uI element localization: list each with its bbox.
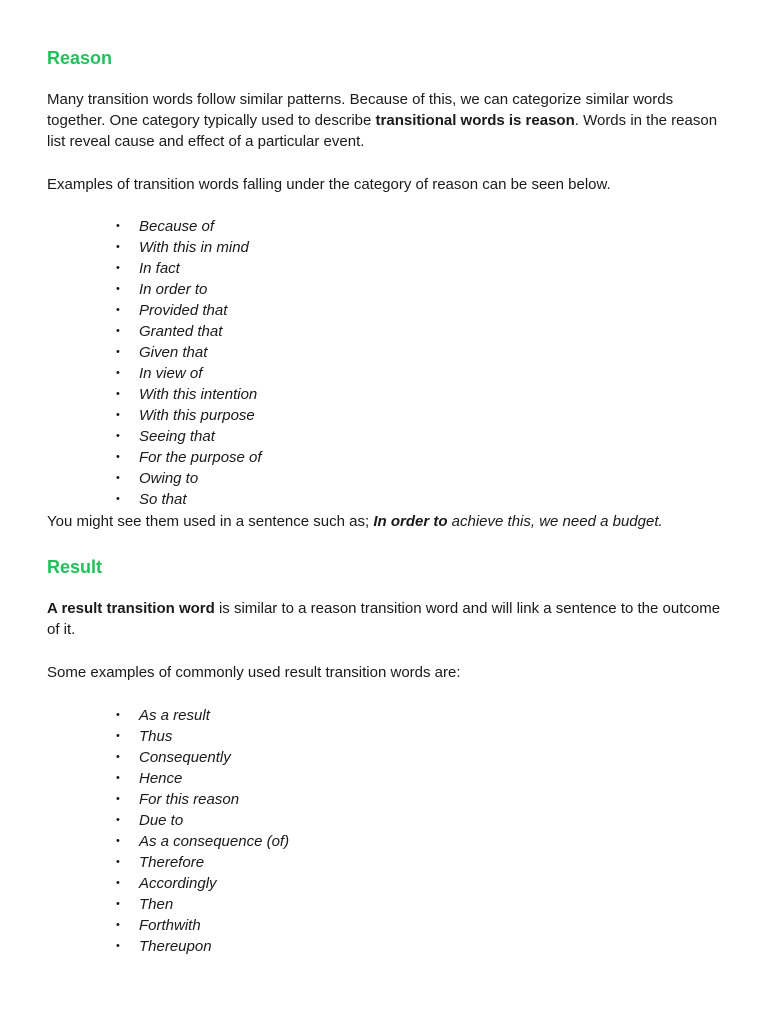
result-examples-paragraph: Some examples of commonly used result transition words are:: [47, 664, 461, 681]
list-item: [47, 810, 289, 831]
bullet-icon: •: [116, 325, 120, 337]
list-item-text: For the purpose of: [139, 449, 262, 466]
list-item: [47, 705, 289, 726]
result-def-text: is similar to a reason transition word and will link a sentence to the outcome of it.: [47, 600, 721, 638]
list-item-text: Thus: [139, 728, 173, 745]
list-item: [47, 768, 289, 789]
list-item-text: In view of: [139, 365, 203, 382]
list-item: [47, 216, 262, 237]
bullet-icon: •: [116, 472, 120, 484]
bullet-icon: •: [116, 304, 120, 316]
list-item-text: Hence: [139, 770, 183, 787]
reason-example-sentence: [47, 511, 663, 532]
list-item-text: Given that: [139, 344, 208, 361]
list-item-text: With this intention: [139, 386, 258, 403]
list-item: [47, 405, 262, 426]
sentence-text: You might see them used in a sentence such as;: [47, 513, 374, 530]
bullet-icon: •: [116, 835, 120, 847]
sentence-italic: achieve this, we need a budget.: [447, 513, 663, 530]
reason-examples-paragraph: Examples of transition words falling under the category of reason can be seen below.: [47, 176, 611, 193]
bullet-icon: •: [116, 877, 120, 889]
bullet-icon: •: [116, 409, 120, 421]
list-item: [47, 426, 262, 447]
bullet-icon: •: [116, 283, 120, 295]
list-item: [47, 468, 262, 489]
list-item: [47, 747, 289, 768]
list-item-text: Forthwith: [139, 917, 201, 934]
list-item-text: Therefore: [139, 854, 205, 871]
list-item: [47, 237, 262, 258]
list-item-text: As a result: [139, 707, 210, 724]
list-item-text: Thereupon: [139, 938, 212, 955]
list-item-text: With this in mind: [139, 239, 249, 256]
list-item: [47, 384, 262, 405]
list-item-text: Seeing that: [139, 428, 215, 445]
bullet-icon: •: [116, 919, 120, 931]
result-list: [47, 705, 289, 957]
result-def-bold: A result transition word: [47, 600, 215, 617]
list-item: [47, 300, 262, 321]
list-item-text: Then: [139, 896, 174, 913]
list-item-text: In order to: [139, 281, 208, 298]
list-item-text: Granted that: [139, 323, 223, 340]
list-item-text: For this reason: [139, 791, 240, 808]
reason-intro-text-1: Many transition words follow similar patterns. Because of this, we can categorize similar words together. One category typically used to describe: [47, 91, 674, 129]
heading-reason: Reason: [47, 48, 113, 68]
bullet-icon: •: [116, 856, 120, 868]
list-item-text: In fact: [139, 260, 180, 277]
bullet-icon: •: [116, 241, 120, 253]
bullet-icon: •: [116, 814, 120, 826]
list-item-text: Because of: [139, 218, 215, 235]
reason-intro-bold: transitional words is reason: [375, 112, 575, 129]
list-item: [47, 936, 289, 957]
bullet-icon: •: [116, 493, 120, 505]
list-item-text: With this purpose: [139, 407, 255, 424]
bullet-icon: •: [116, 430, 120, 442]
sentence-bold-italic: In order to: [373, 513, 448, 530]
list-item: [47, 873, 289, 894]
list-item: [47, 279, 262, 300]
list-item-text: Owing to: [139, 470, 199, 487]
result-definition-paragraph: [47, 598, 727, 640]
list-item: [47, 342, 262, 363]
bullet-icon: •: [116, 346, 120, 358]
list-item-text: Due to: [139, 812, 184, 829]
list-item-text: So that: [139, 491, 187, 508]
list-item: [47, 831, 289, 852]
list-item: [47, 321, 262, 342]
bullet-icon: •: [116, 772, 120, 784]
reason-list: [47, 216, 262, 510]
bullet-icon: •: [116, 451, 120, 463]
list-item-text: As a consequence (of): [139, 833, 290, 850]
bullet-icon: •: [116, 220, 120, 232]
list-item: [47, 363, 262, 384]
list-item-text: Consequently: [139, 749, 231, 766]
list-item: [47, 915, 289, 936]
heading-result: Result: [47, 557, 103, 577]
list-item: [47, 726, 289, 747]
list-item: [47, 789, 289, 810]
list-item: [47, 894, 289, 915]
bullet-icon: •: [116, 730, 120, 742]
list-item: [47, 489, 262, 510]
bullet-icon: •: [116, 709, 120, 721]
bullet-icon: •: [116, 940, 120, 952]
bullet-icon: •: [116, 388, 120, 400]
list-item: [47, 447, 262, 468]
bullet-icon: •: [116, 793, 120, 805]
bullet-icon: •: [116, 262, 120, 274]
bullet-icon: •: [116, 367, 120, 379]
list-item-text: Accordingly: [139, 875, 217, 892]
bullet-icon: •: [116, 751, 120, 763]
bullet-icon: •: [116, 898, 120, 910]
list-item: [47, 258, 262, 279]
list-item: [47, 852, 289, 873]
reason-intro-paragraph: [47, 89, 727, 152]
reason-intro-text-2: . Words in the reason list reveal cause and effect of a particular event.: [47, 112, 718, 150]
list-item-text: Provided that: [139, 302, 228, 319]
